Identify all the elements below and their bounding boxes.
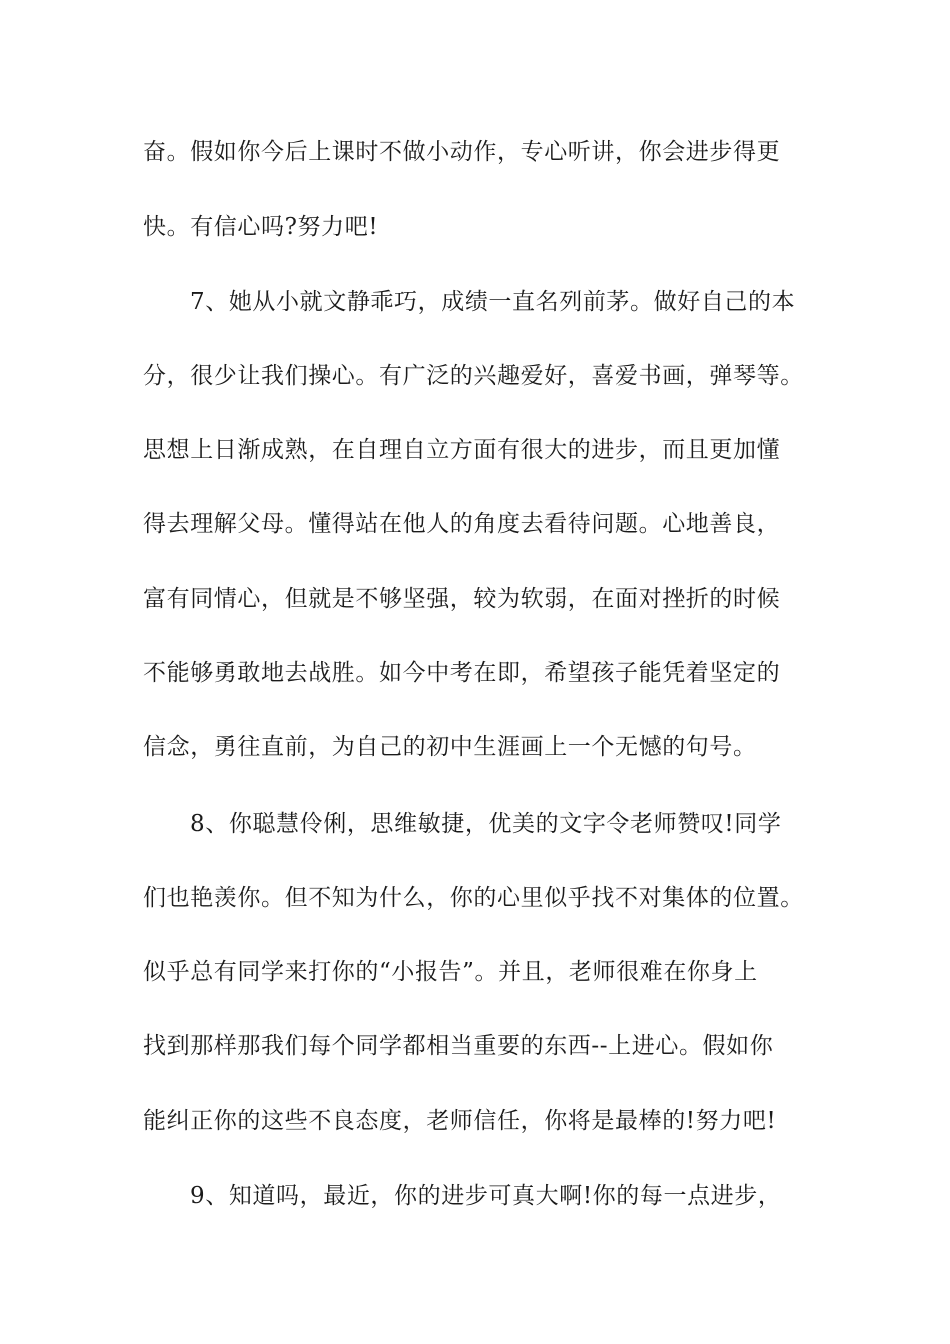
paragraph-7-start: 7、她从小就文静乖巧，成绩一直名列前茅。做好自己的本 [190, 289, 796, 315]
paragraph-9-start: 9、知道吗，最近，你的进步可真大啊!你的每一点进步， [190, 1183, 782, 1209]
text-line: 信念，勇往直前，为自己的初中生涯画上一个无憾的句号。 [143, 734, 757, 760]
text-line: 似乎总有同学来打你的“小报告”。并且，老师很难在你身上 [143, 959, 758, 985]
text-line: 们也艳羡你。但不知为什么，你的心里似乎找不对集体的位置。 [143, 885, 804, 911]
text-line: 找到那样那我们每个同学都相当重要的东西--上进心。假如你 [143, 1033, 774, 1059]
text-line: 不能够勇敢地去战胜。如今中考在即，希望孩子能凭着坚定的 [143, 660, 781, 686]
text-line: 分，很少让我们操心。有广泛的兴趣爱好，喜爱书画，弹琴等。 [143, 363, 804, 389]
text-line: 富有同情心，但就是不够坚强，较为软弱，在面对挫折的时候 [143, 586, 781, 612]
text-line: 奋。假如你今后上课时不做小动作，专心听讲，你会进步得更 [143, 139, 781, 165]
paragraph-8-start: 8、你聪慧伶俐，思维敏捷，优美的文字令老师赞叹!同学 [190, 811, 782, 837]
text-line: 能纠正你的这些不良态度，老师信任，你将是最棒的!努力吧! [143, 1108, 777, 1134]
text-line: 快。有信心吗?努力吧! [143, 214, 379, 240]
text-line: 思想上日渐成熟，在自理自立方面有很大的进步，而且更加懂 [143, 437, 781, 463]
text-line: 得去理解父母。懂得站在他人的角度去看待问题。心地善良， [143, 511, 781, 537]
